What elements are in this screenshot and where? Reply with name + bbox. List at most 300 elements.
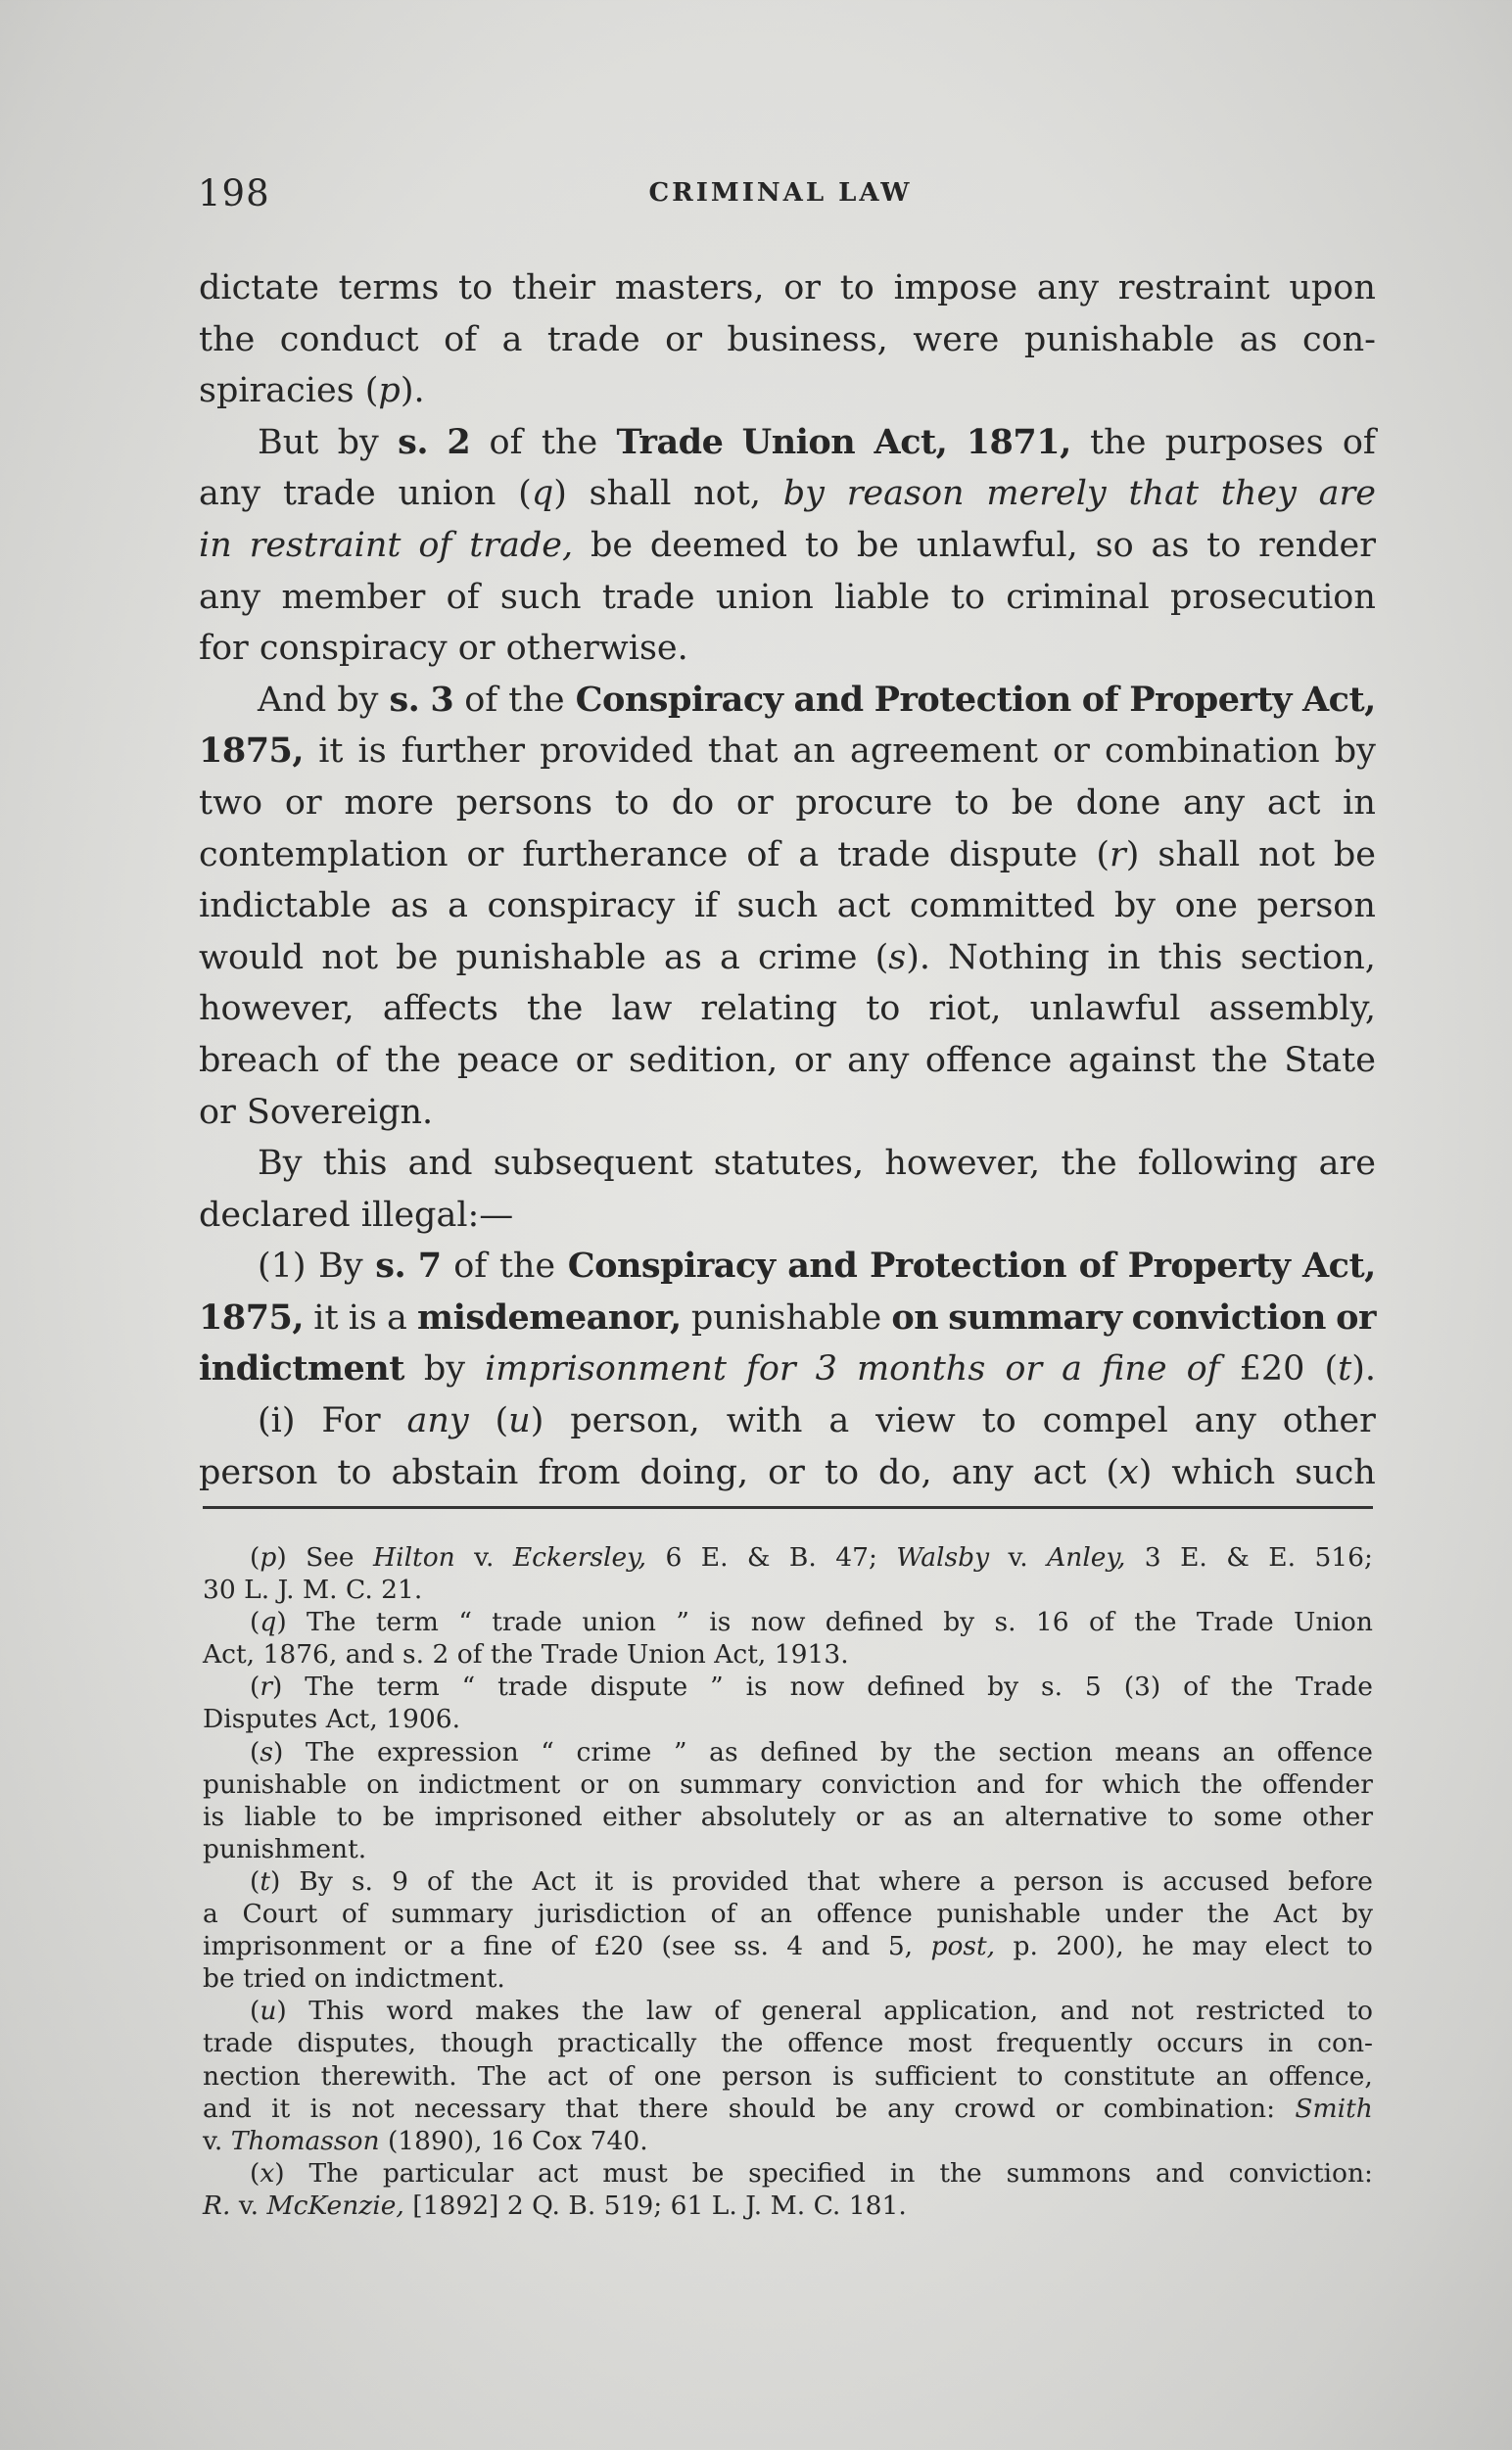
- word: [392, 1447, 519, 1499]
- text-run: any: [951, 1452, 1014, 1492]
- word: [484, 1930, 533, 1962]
- word: [490, 417, 523, 469]
- text-run: alternative: [1004, 1801, 1148, 1832]
- text-run: an: [1215, 2060, 1249, 2092]
- text-run: shall: [589, 474, 672, 514]
- word: [488, 880, 676, 932]
- text-run: is: [357, 731, 387, 772]
- text-run: offence: [924, 1040, 1053, 1080]
- bold-text: conviction: [1131, 1296, 1326, 1338]
- word: [385, 1035, 441, 1087]
- word: [1229, 2157, 1373, 2190]
- italic-text: t: [260, 1865, 270, 1897]
- word: [203, 2060, 301, 2093]
- footnote-line: [203, 2093, 1373, 2125]
- text-run: ): [272, 1672, 283, 1703]
- footnote-line: [203, 2125, 1373, 2157]
- text-run: by: [943, 1607, 975, 1638]
- text-run: however,: [884, 1144, 1041, 1184]
- word: [722, 2060, 812, 2093]
- text-run: an: [792, 731, 835, 772]
- word: [1158, 829, 1240, 881]
- text-run: constitute: [1063, 2060, 1196, 2092]
- text-run: crime: [576, 1736, 652, 1767]
- text-run: to: [337, 1452, 372, 1492]
- word: [995, 1606, 1016, 1638]
- word: [742, 417, 856, 469]
- text-run: as: [1239, 319, 1278, 359]
- text-run: may: [1192, 1931, 1248, 1962]
- word: [455, 932, 645, 984]
- word: [497, 1671, 568, 1703]
- word: [1319, 1138, 1376, 1190]
- text-run: to: [1347, 1931, 1373, 1962]
- text-run: of: [489, 422, 523, 462]
- word: [424, 1343, 465, 1395]
- text-run: general: [761, 1996, 862, 2027]
- word: [1102, 1343, 1167, 1395]
- word: [458, 1606, 472, 1638]
- text-run: as: [1151, 525, 1190, 565]
- text-run: Trade: [1196, 1607, 1274, 1638]
- word: [888, 1930, 913, 1962]
- text-run: disputes,: [297, 2028, 416, 2059]
- text-run: deemed: [649, 525, 788, 565]
- word: [298, 2027, 416, 2059]
- text-run: Act, 1876, and s. 2 of the Trade Union Act, 1913.: [203, 1639, 849, 1671]
- word: [948, 932, 1089, 984]
- text-run: imprisonment: [203, 1931, 386, 1962]
- word: [1082, 675, 1118, 727]
- footnote-line: [203, 1541, 1373, 1574]
- word: [798, 829, 819, 881]
- text-run: not: [1258, 834, 1315, 874]
- text-run: breach: [199, 1040, 319, 1080]
- italic-text: of: [1186, 1349, 1220, 1390]
- text-run: 5: [1084, 1672, 1102, 1703]
- word: [789, 1541, 817, 1574]
- bold-text: Protection: [874, 679, 1071, 720]
- text-run: any: [887, 2093, 935, 2124]
- word: [1267, 777, 1321, 829]
- text-run: in: [1107, 937, 1141, 977]
- word: [537, 1898, 685, 1930]
- word: [250, 1671, 282, 1703]
- bold-text: 1875,: [199, 1296, 305, 1338]
- text-run: or: [855, 1801, 884, 1832]
- text-run: the: [470, 1865, 514, 1897]
- bold-text: Act,: [1302, 679, 1376, 720]
- footnote-line: [203, 1898, 1373, 1930]
- text-run: of: [341, 1899, 367, 1930]
- word: [1216, 2060, 1249, 2093]
- text-run: trade: [282, 474, 376, 514]
- word: [1268, 2027, 1294, 2059]
- word: [1102, 1768, 1180, 1801]
- text-run: under: [1105, 1899, 1183, 1930]
- word: [576, 675, 783, 727]
- text-run: or: [768, 1452, 805, 1492]
- italic-text: x: [1118, 1452, 1139, 1492]
- word: [1045, 1768, 1082, 1801]
- bold-text: on: [891, 1296, 939, 1338]
- text-run: of: [1088, 1607, 1114, 1638]
- word: [250, 1736, 283, 1768]
- text-run: 6: [665, 1542, 683, 1573]
- word: [342, 1898, 367, 1930]
- word: [1295, 2093, 1372, 2125]
- text-run: application,: [883, 1996, 1039, 2027]
- word: [751, 1606, 806, 1638]
- text-run: further: [401, 731, 526, 772]
- text-run: and: [975, 1768, 1025, 1800]
- word: [306, 1541, 354, 1574]
- word: [576, 1035, 613, 1087]
- text-run: offence,: [1268, 2060, 1373, 2092]
- text-run: The: [305, 1672, 354, 1703]
- word: [894, 262, 1018, 314]
- word: [441, 2027, 534, 2059]
- text-run: furtherance: [522, 834, 729, 874]
- word: [1007, 2157, 1132, 2190]
- word: [1128, 1241, 1291, 1293]
- text-run: trade: [546, 319, 640, 359]
- text-run: restricted: [1196, 1996, 1325, 2027]
- footnote-line: [203, 1671, 1373, 1703]
- word: [550, 1930, 576, 1962]
- text-run: a: [979, 1865, 996, 1897]
- word: [203, 1768, 347, 1801]
- word: [714, 1138, 864, 1190]
- word: [654, 2060, 702, 2093]
- bold-text: Act,: [1302, 1246, 1376, 1287]
- footnote-line: [203, 1801, 1373, 1833]
- body-line: [199, 777, 1376, 829]
- word: [1240, 1343, 1305, 1395]
- text-run: of: [710, 1899, 736, 1930]
- text-run: by: [987, 1672, 1019, 1703]
- bold-text: Trade: [616, 421, 724, 462]
- word: [591, 520, 633, 572]
- word: [542, 417, 597, 469]
- text-run: of: [608, 2060, 634, 2092]
- word: [1288, 1865, 1373, 1898]
- text-run: (: [250, 1542, 260, 1573]
- word: [1208, 983, 1376, 1035]
- word: [337, 1447, 371, 1499]
- text-run: provided: [672, 1865, 789, 1897]
- word: [418, 1768, 560, 1801]
- text-run: term: [376, 1672, 440, 1703]
- word: [617, 417, 724, 469]
- word: [469, 520, 573, 572]
- word: [996, 2027, 1132, 2059]
- text-run: or: [783, 268, 822, 307]
- text-run: act: [1032, 1452, 1087, 1492]
- text-run: any: [199, 474, 261, 514]
- text-run: “: [541, 1736, 554, 1767]
- word: [538, 1447, 620, 1499]
- text-run: (: [250, 1607, 260, 1638]
- word: [594, 1930, 644, 1962]
- body-line: [199, 1343, 1376, 1395]
- text-run: ): [276, 1542, 287, 1573]
- word: [250, 520, 402, 572]
- text-run: E.: [1180, 1542, 1207, 1573]
- italic-text: post,: [930, 1931, 996, 1962]
- text-run: law: [611, 989, 673, 1029]
- word: [925, 1035, 1053, 1087]
- word: [271, 2093, 290, 2125]
- text-run: or: [1053, 731, 1090, 772]
- word: [541, 1736, 554, 1768]
- word: [840, 262, 874, 314]
- word: [672, 1865, 788, 1898]
- word: [1221, 468, 1297, 520]
- italic-text: or: [1005, 1349, 1043, 1390]
- word: [1152, 520, 1190, 572]
- text-run: the: [933, 1736, 976, 1767]
- text-run: occurs: [1157, 2028, 1245, 2059]
- word: [1138, 1138, 1299, 1190]
- word: [1114, 880, 1156, 932]
- word: [615, 777, 649, 829]
- text-run: criminal: [1006, 577, 1150, 617]
- text-run: as: [903, 1801, 933, 1832]
- text-run: trade: [497, 1672, 568, 1703]
- word: [383, 2157, 513, 2190]
- text-run: and: [203, 2093, 252, 2124]
- word: [1274, 1898, 1318, 1930]
- word: [376, 1606, 439, 1638]
- word: [403, 1930, 432, 1962]
- italic-text: reason: [846, 474, 965, 514]
- word: [313, 1293, 338, 1344]
- text-run: con-: [1317, 2028, 1373, 2059]
- word: [199, 262, 319, 314]
- word: [577, 1736, 652, 1768]
- word: [1283, 1395, 1376, 1447]
- text-run: contemplation: [199, 834, 449, 874]
- word: [447, 572, 480, 624]
- body-line: [199, 1190, 1376, 1242]
- italic-text: p: [378, 371, 401, 411]
- italic-text: of: [418, 525, 452, 565]
- text-run: it: [318, 731, 344, 772]
- word: [1090, 417, 1146, 469]
- word: [1211, 1035, 1267, 1087]
- word: [321, 932, 378, 984]
- text-run: and: [407, 1144, 473, 1184]
- italic-text: McKenzie,: [266, 2190, 404, 2221]
- text-run: to: [1016, 2060, 1044, 2092]
- word: [547, 314, 640, 366]
- footnote-line: [203, 1865, 1373, 1898]
- italic-text: q: [531, 474, 554, 514]
- text-run: (1890), 16 Cox 740.: [379, 2125, 648, 2156]
- word: [1302, 675, 1376, 727]
- text-run: £20: [593, 1931, 644, 1962]
- word: [967, 417, 1071, 469]
- text-run: the: [541, 422, 598, 462]
- text-run: to: [866, 989, 901, 1029]
- word: [1036, 1606, 1069, 1638]
- text-run: any: [1036, 268, 1100, 307]
- word: [391, 1898, 512, 1930]
- text-run: imprisoned: [434, 1801, 583, 1832]
- text-run: £20: [1239, 1349, 1305, 1390]
- word: [987, 1671, 1018, 1703]
- word: [1317, 2027, 1373, 2059]
- text-run: By: [318, 1247, 363, 1287]
- text-run: not: [321, 937, 379, 977]
- text-run: and: [821, 1931, 871, 1962]
- text-run: 5,: [887, 1931, 914, 1962]
- word: [1156, 2157, 1205, 2190]
- word: [1096, 520, 1134, 572]
- text-run: is: [309, 2093, 332, 2124]
- word: [199, 829, 449, 881]
- text-run: relating: [700, 989, 838, 1029]
- footnotes: [203, 1541, 1373, 2222]
- word: [383, 983, 498, 1035]
- word: [760, 1736, 858, 1768]
- text-run: an: [760, 1899, 792, 1930]
- text-run: the: [1090, 422, 1147, 462]
- body-line: [199, 468, 1376, 520]
- text-run: by: [1113, 886, 1157, 926]
- text-run: of: [444, 319, 478, 359]
- word: [243, 1898, 318, 1930]
- text-run: the: [1200, 1768, 1243, 1800]
- text-run: any: [199, 577, 261, 617]
- word: [496, 1395, 544, 1447]
- text-run: this: [1158, 937, 1223, 977]
- text-run: be: [1011, 782, 1054, 823]
- text-run: a: [449, 1931, 466, 1962]
- word: [665, 314, 702, 366]
- text-run: a: [501, 319, 523, 359]
- text-run: statutes,: [713, 1144, 865, 1184]
- word: [1192, 1930, 1247, 1962]
- word: [650, 520, 787, 572]
- text-run: by: [1334, 731, 1376, 772]
- text-run: section,: [1240, 937, 1376, 977]
- italic-text: months: [856, 1349, 986, 1390]
- bold-text: of: [1081, 679, 1119, 720]
- text-run: or: [735, 782, 774, 823]
- word: [955, 777, 989, 829]
- body-line: [199, 1138, 1376, 1190]
- word: [375, 1241, 405, 1293]
- text-run: (i): [258, 1401, 296, 1441]
- text-run: (: [1324, 1349, 1339, 1390]
- text-run: Disputes Act, 1906.: [203, 1704, 461, 1735]
- text-run: view: [875, 1401, 956, 1441]
- text-run: ): [274, 2157, 285, 2189]
- text-run: [1892] 2 Q. B. 519; 61 L. J. M. C. 181.: [403, 2190, 907, 2221]
- word: [632, 1865, 653, 1898]
- text-run: combination: [1104, 731, 1320, 772]
- italic-text: a: [1062, 1349, 1082, 1390]
- word: [1062, 1343, 1082, 1395]
- word: [1201, 1768, 1243, 1801]
- word: [1105, 726, 1320, 777]
- text-run: 16: [1035, 1607, 1069, 1638]
- word: [1012, 777, 1054, 829]
- word: [513, 1541, 646, 1574]
- text-run: or: [575, 1040, 613, 1080]
- word: [396, 932, 438, 984]
- text-run: expression: [377, 1736, 519, 1767]
- footnote-line: [203, 1736, 1373, 1768]
- word: [366, 1768, 399, 1801]
- body-line: [199, 829, 1376, 881]
- word: [1289, 262, 1376, 314]
- word: [344, 777, 434, 829]
- footnote-line: [203, 2190, 1373, 2222]
- text-run: of: [464, 680, 498, 720]
- word: [680, 1768, 801, 1801]
- text-run: affects: [382, 989, 498, 1029]
- word: [850, 726, 1038, 777]
- word: [1256, 880, 1375, 932]
- word: [582, 1606, 656, 1638]
- word: [417, 1293, 682, 1344]
- text-run: that: [565, 2093, 619, 2124]
- word: [471, 1865, 513, 1898]
- text-run: dispute: [590, 1672, 688, 1703]
- text-run: from: [538, 1452, 621, 1492]
- footnote-line: [203, 2157, 1373, 2190]
- text-run: The: [305, 1736, 355, 1767]
- word: [665, 1541, 682, 1574]
- text-run: some: [1213, 1801, 1283, 1832]
- text-run: defined: [760, 1736, 859, 1767]
- word: [518, 468, 567, 520]
- italic-text: Thomasson: [230, 2125, 380, 2156]
- text-run: to: [804, 525, 840, 565]
- word: [1277, 1736, 1373, 1768]
- text-run: punishable: [1023, 319, 1215, 359]
- text-run: (: [250, 1736, 260, 1767]
- word: [1132, 1293, 1326, 1344]
- italic-text: they: [1220, 474, 1297, 514]
- text-run: as: [663, 937, 702, 977]
- word: [402, 726, 525, 777]
- word: [377, 1736, 519, 1768]
- text-run: 30 L. J. M. C. 21.: [203, 1575, 423, 1606]
- word: [1089, 1606, 1114, 1638]
- text-run: business,: [727, 319, 888, 359]
- word: [199, 932, 304, 984]
- word: [199, 468, 260, 520]
- word: [352, 2093, 395, 2125]
- word: [453, 1241, 487, 1293]
- text-run: restraint: [1117, 268, 1270, 307]
- footnote-line: [203, 1995, 1373, 2027]
- bold-text: Property: [1127, 1246, 1291, 1287]
- word: [825, 1447, 859, 1499]
- text-run: their: [511, 268, 596, 307]
- word: [747, 1541, 771, 1574]
- bold-text: and: [793, 679, 864, 720]
- word: [783, 468, 825, 520]
- word: [727, 1395, 803, 1447]
- bold-text: summary: [948, 1296, 1122, 1338]
- text-run: ): [270, 1865, 281, 1897]
- word: [318, 1241, 363, 1293]
